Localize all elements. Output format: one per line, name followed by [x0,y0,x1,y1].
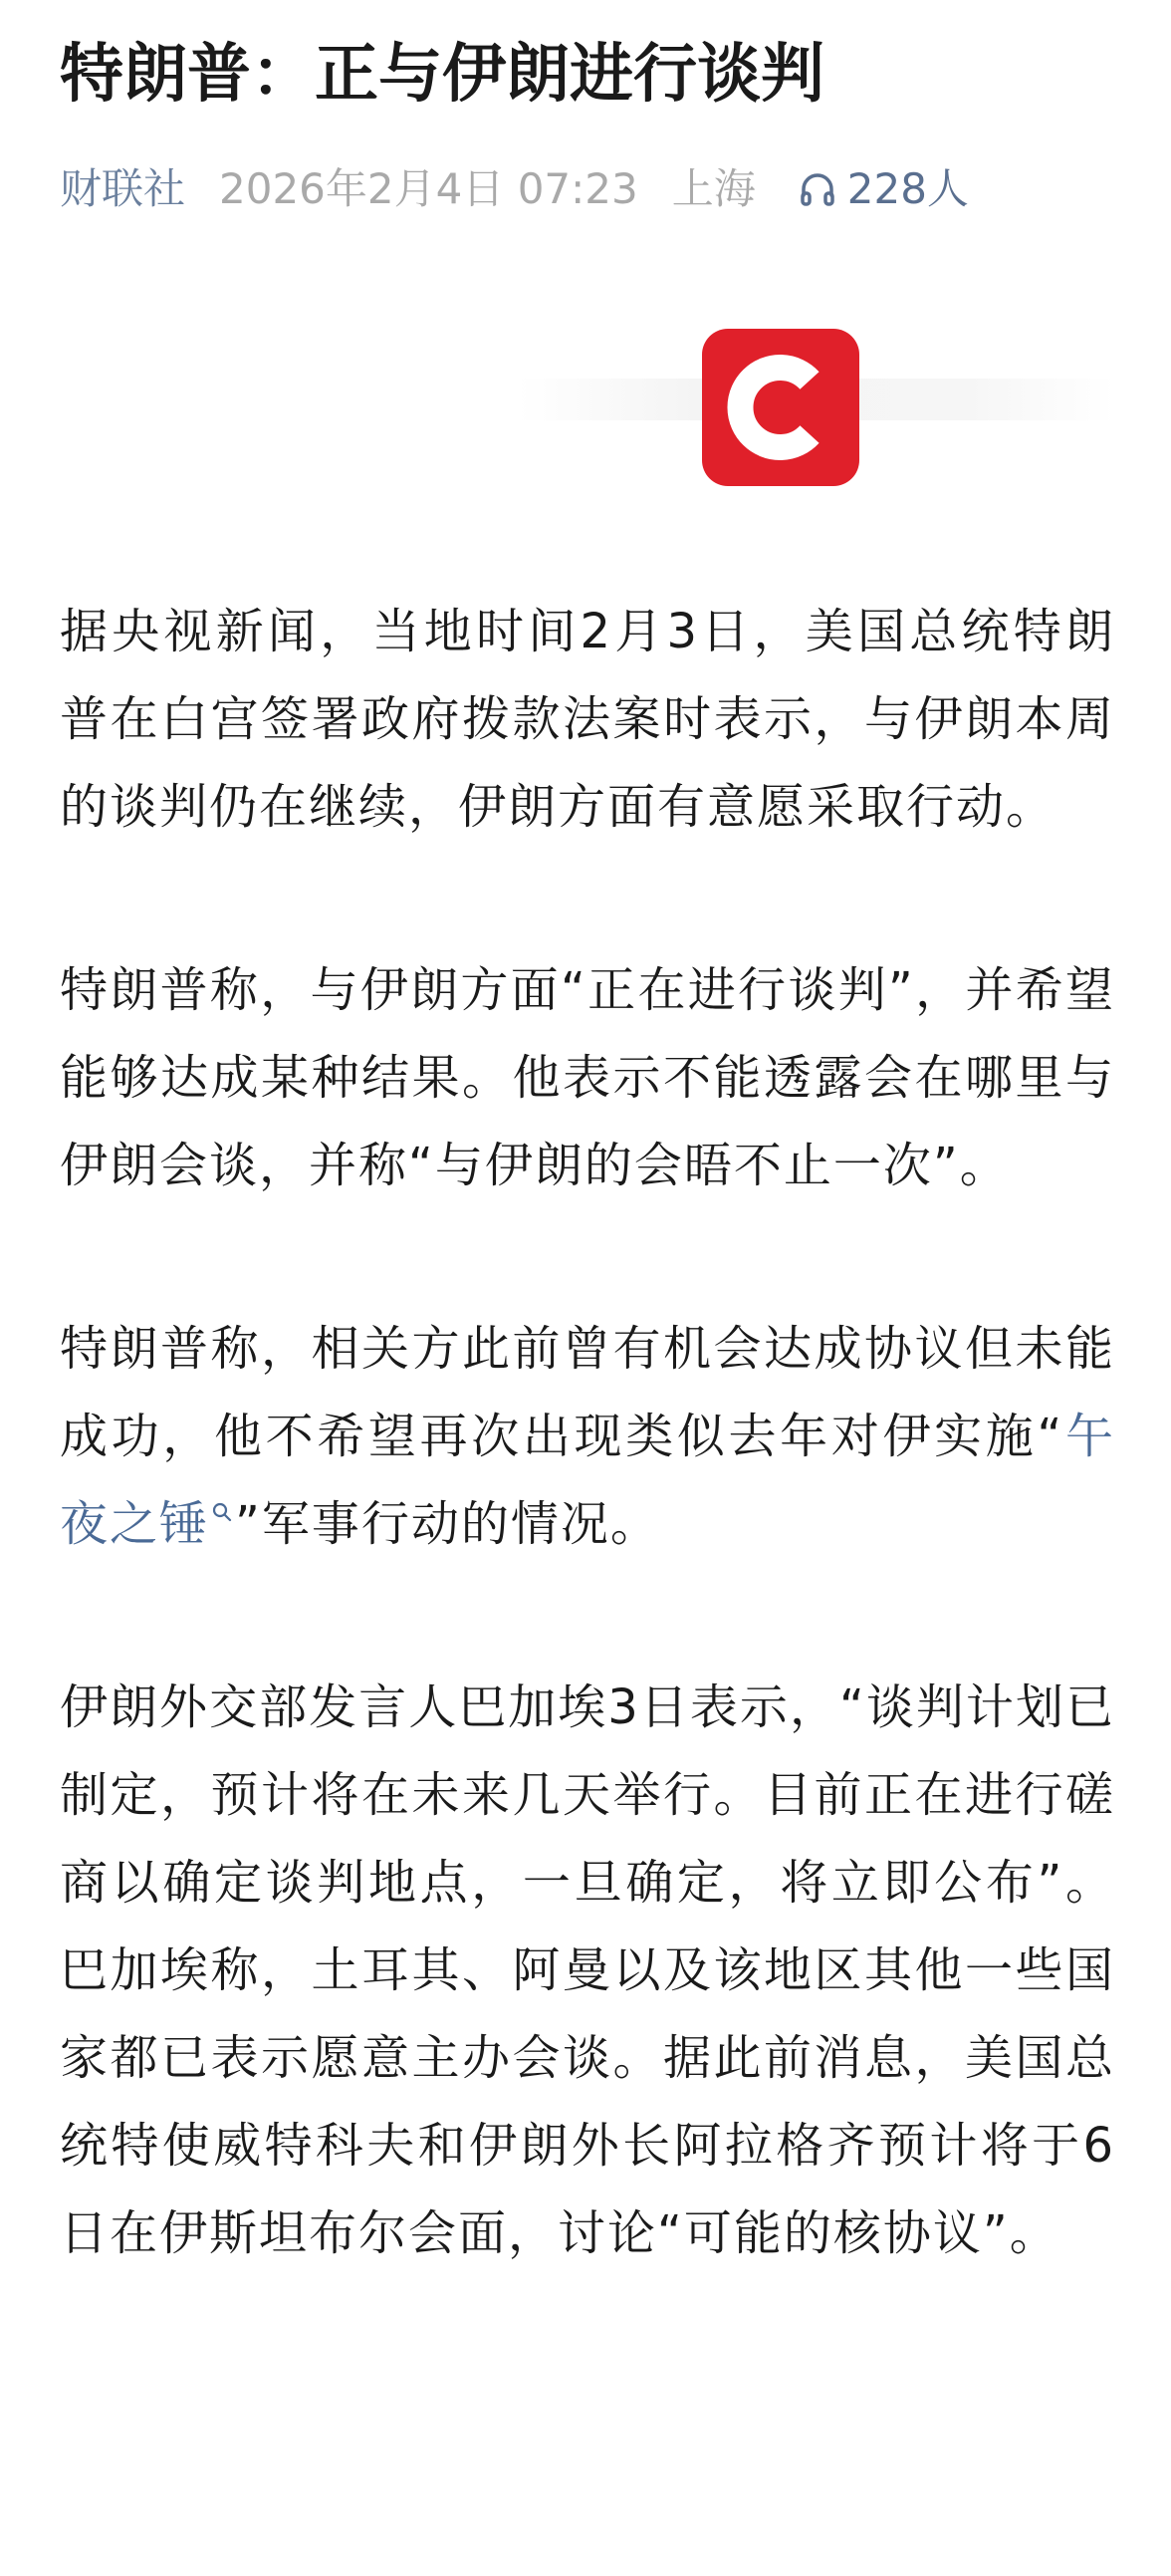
source-link[interactable]: 财联社 [60,164,186,213]
paragraph-3 [60,1305,1115,1568]
article-body [60,588,1115,2373]
headphones-icon [798,169,837,209]
publish-date: 2026年2月4日 07:23 [219,164,638,213]
listen-button[interactable] [798,154,969,224]
listen-count: 228人 [846,164,969,213]
search-icon [211,1501,233,1523]
paragraph-3-after: ”军事行动的情况。 [235,1496,660,1552]
keyword-link-text: 午夜之锤 [60,1409,1115,1552]
location: 上海 [671,164,756,213]
paragraph-4: 伊朗外交部发言人巴加埃3日表示，“谈判计划已制定，预计将在未来几天举行。目前正在进行磋商以确定谈判地点，一旦确定，将立即公布”。巴加埃称，土耳其、阿曼以及该地区其他一些国家都已表示愿意主办会谈。据此前消息，美国总统特使威特科夫和伊朗外长阿拉格齐预计将于6日在伊斯坦布尔会面，讨论“可能的核协议”。 [60,1679,1115,2261]
paragraph-1: 据央视新闻，当地时间2月3日，美国总统特朗普在白宫签署政府拨款法案时表示，与伊朗本周的谈判仍在继续，伊朗方面有意愿采取行动。 [60,604,1115,835]
cls-logo-icon [702,329,859,486]
paragraph-2: 特朗普称，与伊朗方面“正在进行谈判”，并希望能够达成某种结果。他表示不能透露会在哪里与伊朗会谈，并称“与伊朗的会晤不止一次”。 [60,962,1115,1193]
article-title: 特朗普：正与伊朗进行谈判 [60,38,824,112]
logo-banner [0,319,1171,498]
paragraph-3-before: 特朗普称，相关方此前曾有机会达成协议但未能成功，他不希望再次出现类似去年对伊实施“ [60,1321,1115,1464]
article-meta [60,154,969,224]
